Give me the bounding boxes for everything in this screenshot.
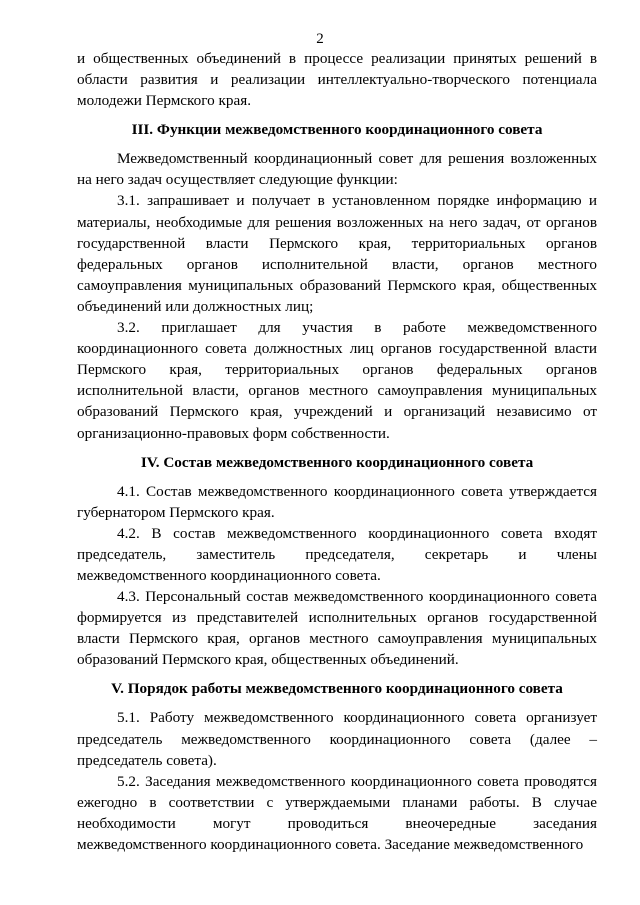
paragraph-4-3: 4.3. Персональный состав межведомственного координационного совета формируется из представителей исполнительных органов государственной власти Пермского края, органов местного самоуправления муниципальных образований Пермского края, общественных объединений. bbox=[77, 588, 597, 669]
paragraph-3-1: 3.1. запрашивает и получает в установленном порядке информацию и материалы, необходимые для решения возложенных на него задач, от органов государственной власти Пермского края, территориальных органов федеральных органов исполнительной власти, органов местного самоуправления муниципальных образований Пермского края, общественных объединений или должностных лиц; bbox=[77, 192, 597, 315]
section-heading-functions: III. Функции межведомственного координационного совета bbox=[131, 121, 543, 139]
paragraph-5-2: 5.2. Заседания межведомственного координационного совета проводятся ежегодно в соответствии с утверждаемыми планами работы. В случае необходимости могут проводиться внеочередные заседания межведомственного координационного совета. Заседание межведомственного bbox=[77, 772, 597, 853]
page-number: 2 bbox=[316, 31, 324, 47]
paragraph-4-1: 4.1. Состав межведомственного координационного совета утверждается губернатором Пермского края. bbox=[77, 482, 597, 521]
section-heading-procedure: V. Порядок работы межведомственного координационного совета bbox=[111, 680, 563, 698]
section-heading-composition: IV. Состав межведомственного координационного совета bbox=[140, 453, 534, 471]
paragraph-functions-lead: Межведомственный координационный совет для решения возложенных на него задач осуществляет следующие функции: bbox=[77, 150, 597, 189]
paragraph-intro: и общественных объединений в процессе реализации принятых решений в области развития и реализации интеллектуально-творческого потенциала молодежи Пермского края. bbox=[77, 50, 597, 110]
paragraph-4-2: 4.2. В состав межведомственного координационного совета входят председатель, заместитель председателя, секретарь и члены межведомственного координационного совета. bbox=[77, 524, 597, 584]
paragraph-5-1: 5.1. Работу межведомственного координационного совета организует председатель межведомственного координационного совета (далее – председатель совета). bbox=[77, 709, 597, 769]
paragraph-3-2: 3.2. приглашает для участия в работе межведомственного координационного совета должностных лиц органов государственной власти Пермского края, территориальных органов федеральных органов исполнительной власти, органов местного самоуправления муниципальных образований Пермского края, учреждений и организаций независимо от организационно-правовых форм собственности. bbox=[77, 319, 597, 442]
page-body bbox=[77, 48, 597, 855]
